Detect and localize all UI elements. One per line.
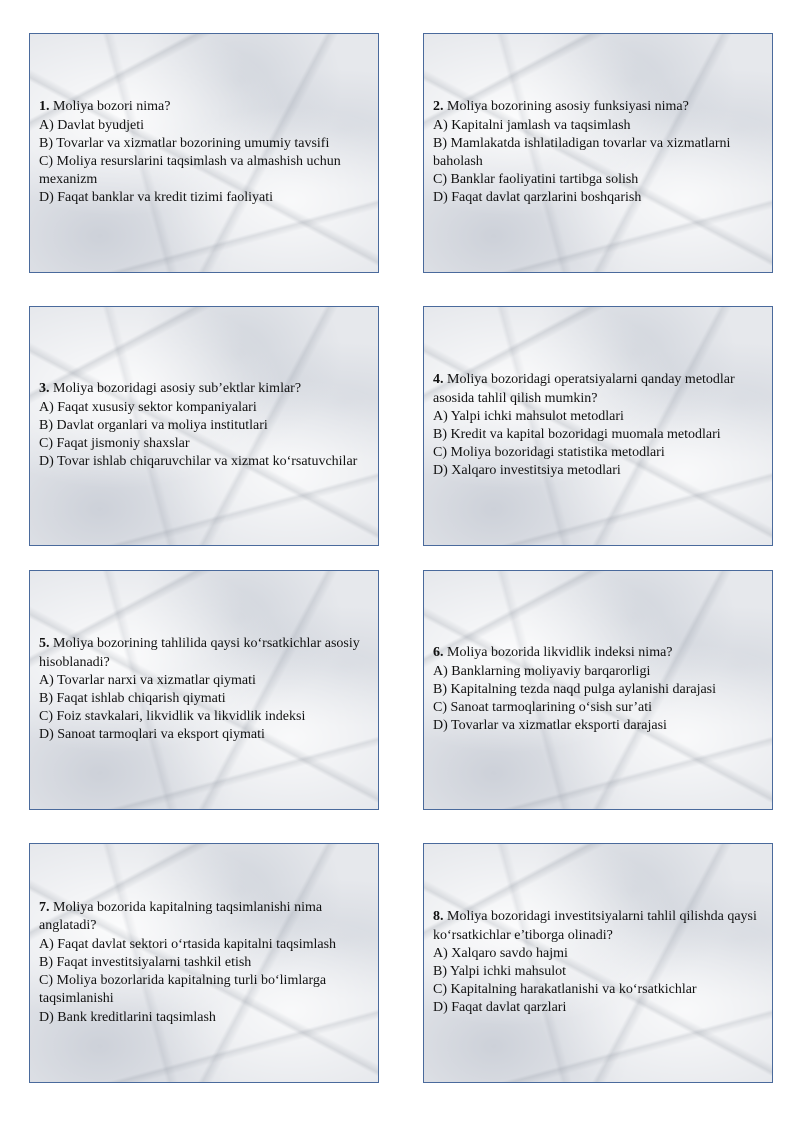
question-number: 1. (39, 99, 50, 115)
option-a: A) Faqat xususiy sektor kompaniyalari (39, 399, 257, 415)
question-card-1 (29, 33, 379, 273)
option-a: A) Tovarlar narxi va xizmatlar qiymati (39, 672, 256, 688)
question-content (433, 98, 764, 207)
question-card-7 (29, 843, 379, 1083)
question-number: 4. (433, 372, 444, 388)
option-d: D) Sanoat tarmoqlari va eksport qiymati (39, 727, 265, 743)
question-number: 3. (39, 381, 50, 397)
question-number: 2. (433, 99, 444, 115)
question-card-3 (29, 306, 379, 546)
question-stem: Moliya bozorining tahlilida qaysi ko‘rsatkichlar asosiy hisoblanadi? (39, 636, 360, 670)
question-number: 6. (433, 645, 444, 661)
option-d: D) Faqat banklar va kredit tizimi faoliyati (39, 190, 274, 206)
question-text (433, 644, 716, 662)
option-a: A) Kapitalni jamlash va taqsimlash (433, 117, 631, 133)
option-c: C) Banklar faoliyatini tartibga solish (433, 172, 639, 188)
question-stem: Moliya bozoridagi operatsiyalarni qanday metodlar asosida tahlil qilish mumkin? (433, 372, 735, 406)
question-content (433, 371, 764, 480)
option-c: C) Kapitalning harakatlanishi va ko‘rsatkichlar (433, 982, 697, 998)
option-c: C) Faqat jismoniy shaxslar (39, 436, 190, 452)
option-c: C) Moliya resurslarini taqsimlash va almashish uchun mexanizm (39, 154, 341, 188)
question-stem: Moliya bozorining asosiy funksiyasi nima? (443, 99, 689, 115)
question-text (39, 380, 357, 398)
option-a: A) Faqat davlat sektori o‘rtasida kapitalni taqsimlash (39, 936, 337, 952)
option-a: A) Banklarning moliyaviy barqarorligi (433, 663, 651, 679)
question-text (39, 899, 370, 935)
question-text (433, 371, 764, 407)
option-b: B) Yalpi ichki mahsulot (433, 964, 567, 979)
question-number: 7. (39, 900, 50, 916)
option-d: D) Tovar ishlab chiqaruvchilar va xizmat ko‘rsatuvchilar (39, 454, 358, 470)
question-stem: Moliya bozorida likvidlik indeksi nima? (443, 645, 673, 661)
option-c: C) Moliya bozoridagi statistika metodlari (433, 445, 665, 461)
option-a: A) Xalqaro savdo hajmi (433, 945, 568, 961)
question-text (433, 98, 764, 116)
option-a: A) Yalpi ichki mahsulot metodlari (433, 408, 624, 424)
question-card-8 (423, 843, 773, 1083)
question-content (39, 380, 357, 471)
question-text (39, 98, 370, 116)
option-c: C) Sanoat tarmoqlarining o‘sish sur’ati (433, 700, 653, 716)
option-d: D) Bank kreditlarini taqsimlash (39, 1009, 216, 1025)
option-d: D) Faqat davlat qarzlarini boshqarish (433, 190, 642, 206)
option-b: B) Kredit va kapital bozoridagi muomala metodlari (433, 427, 721, 442)
option-d: D) Faqat davlat qarzlari (433, 1000, 567, 1016)
question-card-2 (423, 33, 773, 273)
question-stem: Moliya bozoridagi investitsiyalarni tahlil qilishda qaysi ko‘rsatkichlar e’tiborga olinadi? (433, 909, 757, 943)
option-c: C) Moliya bozorlarida kapitalning turli bo‘limlarga taqsimlanishi (39, 973, 327, 1007)
option-b: B) Faqat investitsiyalarni tashkil etish (39, 954, 252, 970)
option-d: D) Xalqaro investitsiya metodlari (433, 463, 621, 479)
question-content (39, 98, 370, 207)
question-card-4 (423, 306, 773, 546)
option-b: B) Davlat organlari va moliya institutlari (39, 417, 268, 433)
option-b: B) Tovarlar va xizmatlar bozorining umumiy tavsifi (39, 135, 330, 151)
question-content (433, 908, 764, 1017)
option-b: B) Faqat ishlab chiqarish qiymati (39, 691, 226, 706)
question-content (39, 635, 370, 744)
question-stem: Moliya bozoridagi asosiy sub’ektlar kimlar? (49, 381, 302, 397)
question-card-5 (29, 570, 379, 810)
question-number: 8. (433, 909, 444, 925)
option-a: A) Davlat byudjeti (39, 117, 144, 133)
question-text (39, 635, 370, 671)
option-b: B) Mamlakatda ishlatiladigan tovarlar va xizmatlarni baholash (433, 135, 731, 169)
question-content (433, 644, 716, 735)
question-stem: Moliya bozorida kapitalning taqsimlanishi nima anglatadi? (39, 900, 323, 934)
option-c: C) Foiz stavkalari, likvidlik va likvidlik indeksi (39, 709, 306, 725)
question-card-6 (423, 570, 773, 810)
question-number: 5. (39, 636, 50, 652)
option-b: B) Kapitalning tezda naqd pulga aylanishi darajasi (433, 681, 717, 697)
question-content (39, 899, 370, 1026)
option-d: D) Tovarlar va xizmatlar eksporti darajasi (433, 718, 667, 734)
question-stem: Moliya bozori nima? (49, 99, 171, 115)
question-text (433, 908, 764, 944)
